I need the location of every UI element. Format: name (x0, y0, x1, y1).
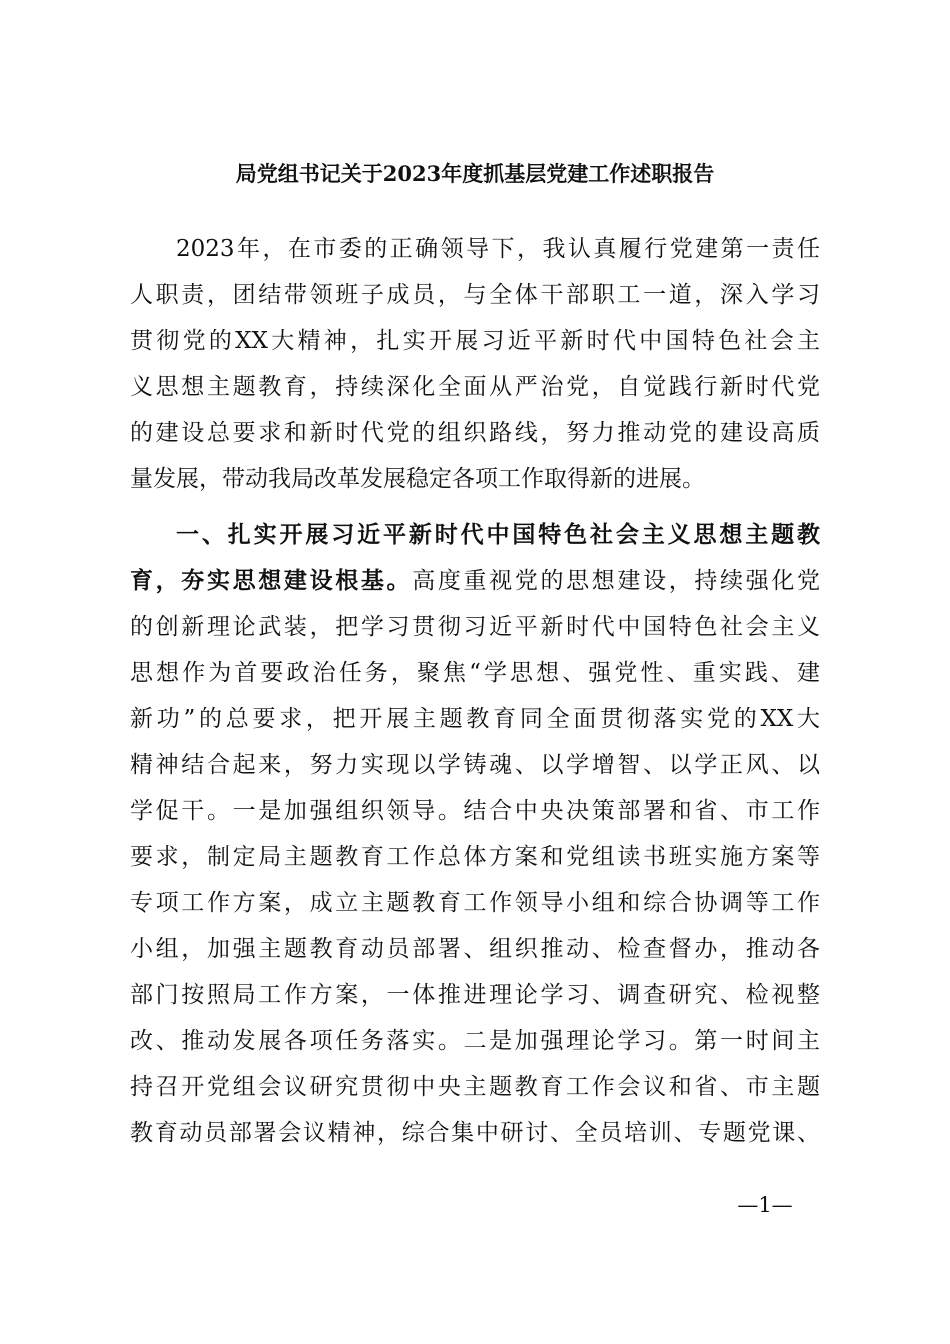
paragraph-line: 贯彻党的XX大精神，扎实开展习近平新时代中国特色社会主 (130, 328, 820, 354)
paragraph-line: 专项工作方案，成立主题教育工作领导小组和综合协调等工作 (130, 890, 820, 916)
paragraph-line: 量发展，带动我局改革发展稳定各项工作取得新的进展。 (130, 466, 705, 492)
paragraph-line: 学促干。一是加强组织领导。结合中央决策部署和省、市工作 (130, 798, 820, 824)
page-number: —1— (737, 1193, 793, 1217)
paragraph-line: 思想作为首要政治任务，聚焦“学思想、强党性、重实践、建 (130, 660, 820, 686)
paragraph-text: 高度重视党的思想建设，持续强化党 (412, 568, 821, 594)
paragraph-line: 2023年，在市委的正确领导下，我认真履行党建第一责任 (176, 236, 820, 262)
section-heading: 一、扎实开展习近平新时代中国特色社会主义思想主题教 (176, 521, 820, 548)
document-title: 局党组书记关于2023年度抓基层党建工作述职报告 (235, 161, 715, 186)
paragraph-line: 改、推动发展各项任务落实。二是加强理论学习。第一时间主 (130, 1028, 820, 1054)
paragraph-line: 义思想主题教育，持续深化全面从严治党，自觉践行新时代党 (130, 374, 820, 400)
paragraph-line: 小组，加强主题教育动员部署、组织推动、检查督办，推动各 (130, 936, 820, 962)
document-body (130, 226, 820, 1156)
paragraph-line: 教育动员部署会议精神，综合集中研讨、全员培训、专题党课、 (130, 1120, 820, 1146)
intro-paragraph (130, 226, 820, 502)
paragraph-line: 要求，制定局主题教育工作总体方案和党组读书班实施方案等 (130, 844, 820, 870)
paragraph-line (130, 558, 820, 604)
paragraph-line: 的创新理论武装，把学习贯彻习近平新时代中国特色社会主义 (130, 614, 820, 640)
paragraph-line: 人职责，团结带领班子成员，与全体干部职工一道，深入学习 (130, 282, 820, 308)
paragraph-line: 部门按照局工作方案，一体推进理论学习、调查研究、检视整 (130, 982, 820, 1008)
paragraph-line: 精神结合起来，努力实现以学铸魂、以学增智、以学正风、以 (130, 752, 820, 778)
paragraph-line: 持召开党组会议研究贯彻中央主题教育工作会议和省、市主题 (130, 1074, 820, 1100)
section-heading-tail: 育，夯实思想建设根基。 (130, 567, 413, 594)
section-1-paragraph (130, 512, 820, 1156)
paragraph-line: 的建设总要求和新时代党的组织路线，努力推动党的建设高质 (130, 420, 820, 446)
paragraph-line: 新功”的总要求，把开展主题教育同全面贯彻落实党的XX大 (130, 706, 820, 732)
